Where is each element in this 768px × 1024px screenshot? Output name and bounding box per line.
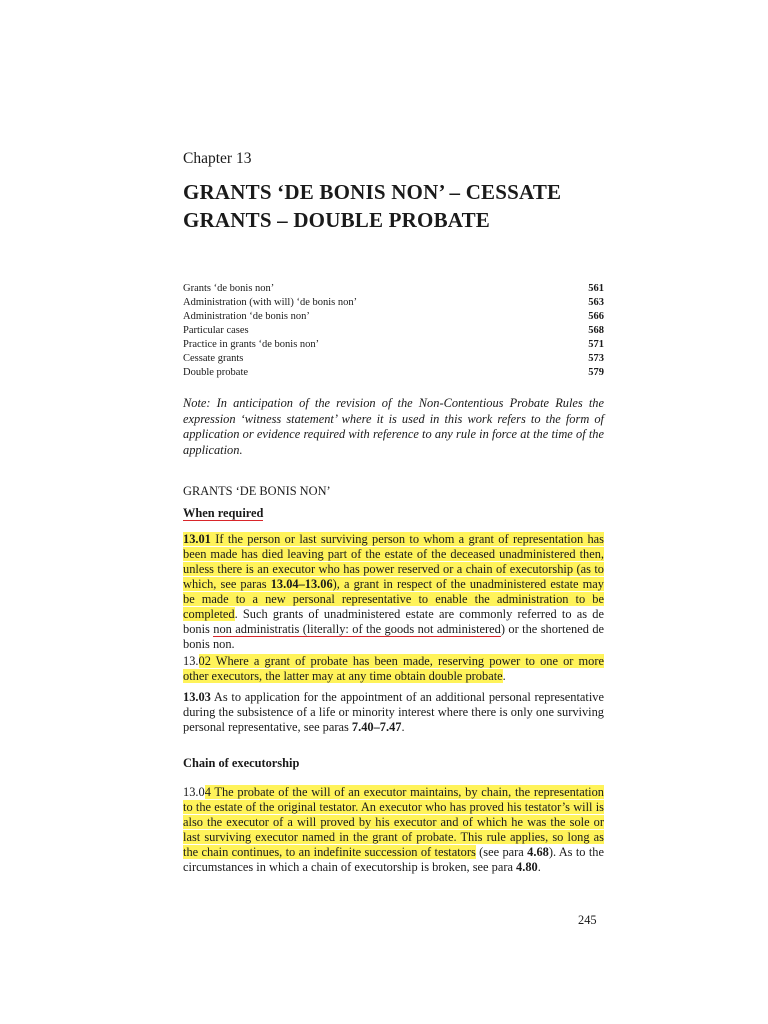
toc-label: Administration (with will) ‘de bonis non’	[183, 297, 358, 308]
toc-row	[183, 366, 604, 380]
chapter-label: Chapter 13	[183, 150, 252, 167]
paragraph-number-tail: 4	[204, 785, 211, 799]
toc-row	[183, 282, 604, 296]
paragraph-13-02	[183, 654, 604, 684]
toc-label: Cessate grants	[183, 353, 244, 364]
highlight	[183, 654, 604, 683]
text: .	[537, 860, 541, 874]
subheading-text: When required	[183, 506, 264, 520]
toc-page: 579	[588, 367, 604, 378]
toc-label: Administration ‘de bonis non’	[183, 311, 310, 322]
chapter-title-line-2: GRANTS – DOUBLE PROBATE	[183, 208, 491, 232]
table-of-contents	[183, 282, 604, 380]
toc-page: 571	[588, 339, 604, 350]
chapter-title-line-1: GRANTS ‘DE BONIS NON’ – CESSATE	[183, 180, 562, 204]
text: ), a grant in respect of the unadministered estate may be made to a new personal representative to enable the administration to be completed	[183, 577, 605, 621]
subheading-when-required	[183, 506, 263, 521]
toc-row	[183, 310, 604, 324]
cross-reference: 13.04–13.06	[270, 577, 333, 591]
paragraph-number: 13.01	[183, 532, 211, 546]
cross-reference: 4.80	[516, 860, 538, 874]
text: .	[401, 720, 405, 734]
toc-row	[183, 338, 604, 352]
toc-label: Double probate	[183, 367, 249, 378]
page-number: 245	[578, 913, 597, 927]
text: The probate of the will of an executor maintains, by chain, the representation to the estate of the original testator. An executor who has proved his testator’s will is also the executor of a will proved by his executor and of which he was the sole or last surviving executor named in the grant of probate. This rule applies, so long as the chain continues, to an indefinite succession of testators	[183, 785, 604, 859]
paragraph-13-04	[183, 785, 604, 875]
toc-label: Particular cases	[183, 325, 249, 336]
paragraph-number: 13.03	[183, 690, 211, 704]
subheading-chain: Chain of executorship	[183, 756, 300, 770]
toc-page: 561	[588, 283, 604, 294]
toc-page: 573	[588, 353, 604, 364]
toc-row	[183, 296, 604, 310]
text: As to application for the appointment of an additional personal representative during the subsistence of a life or minority interest where there is only one surviving personal representative, see paras	[183, 690, 604, 734]
toc-label: Grants ‘de bonis non’	[183, 283, 275, 294]
toc-page: 566	[588, 311, 604, 322]
paragraph-number: 13.0	[183, 785, 205, 799]
cross-reference: 7.40–7.47	[351, 720, 402, 734]
section-heading: GRANTS ‘DE BONIS NON’	[183, 484, 331, 498]
text: ). As to the circumstances in which a chain of executorship is broken, see para	[183, 845, 604, 874]
toc-page: 563	[588, 297, 604, 308]
paragraph-13-03	[183, 690, 604, 735]
revision-note: Note: In anticipation of the revision of the Non-Contentious Probate Rules the expression ‘witness statement’ where it is used in this work refers to the form of application or evidence required with reference to any rule in force at the time of the application.	[183, 396, 604, 457]
chapter-title	[183, 178, 604, 234]
paragraph-13-01	[183, 532, 604, 652]
text: .	[502, 669, 506, 683]
paragraph-number: 13.	[183, 654, 199, 668]
paragraph-number-tail: 02	[198, 654, 211, 668]
toc-page: 568	[588, 325, 604, 336]
text: If the person or last surviving person to whom a grant of representation has been made has died leaving part of the estate of the deceased unadministered then, unless there is an executor who has power reserved or a chain of executorship (as to which, see paras	[183, 532, 604, 591]
text: Where a grant of probate has been made, reserving power to one or more other executors, the latter may at any time obtain double probate	[183, 654, 604, 683]
text: . Such grants of unadministered estate are commonly referred to as de bonis	[183, 607, 604, 636]
toc-row	[183, 352, 604, 366]
text: (see para	[475, 845, 528, 859]
underlined-text: non administratis (literally: of the goods not administered	[213, 622, 501, 636]
toc-row	[183, 324, 604, 338]
cross-reference: 4.68	[527, 845, 549, 859]
toc-label: Practice in grants ‘de bonis non’	[183, 339, 320, 350]
text: ) or the shortened de bonis non.	[183, 622, 605, 651]
